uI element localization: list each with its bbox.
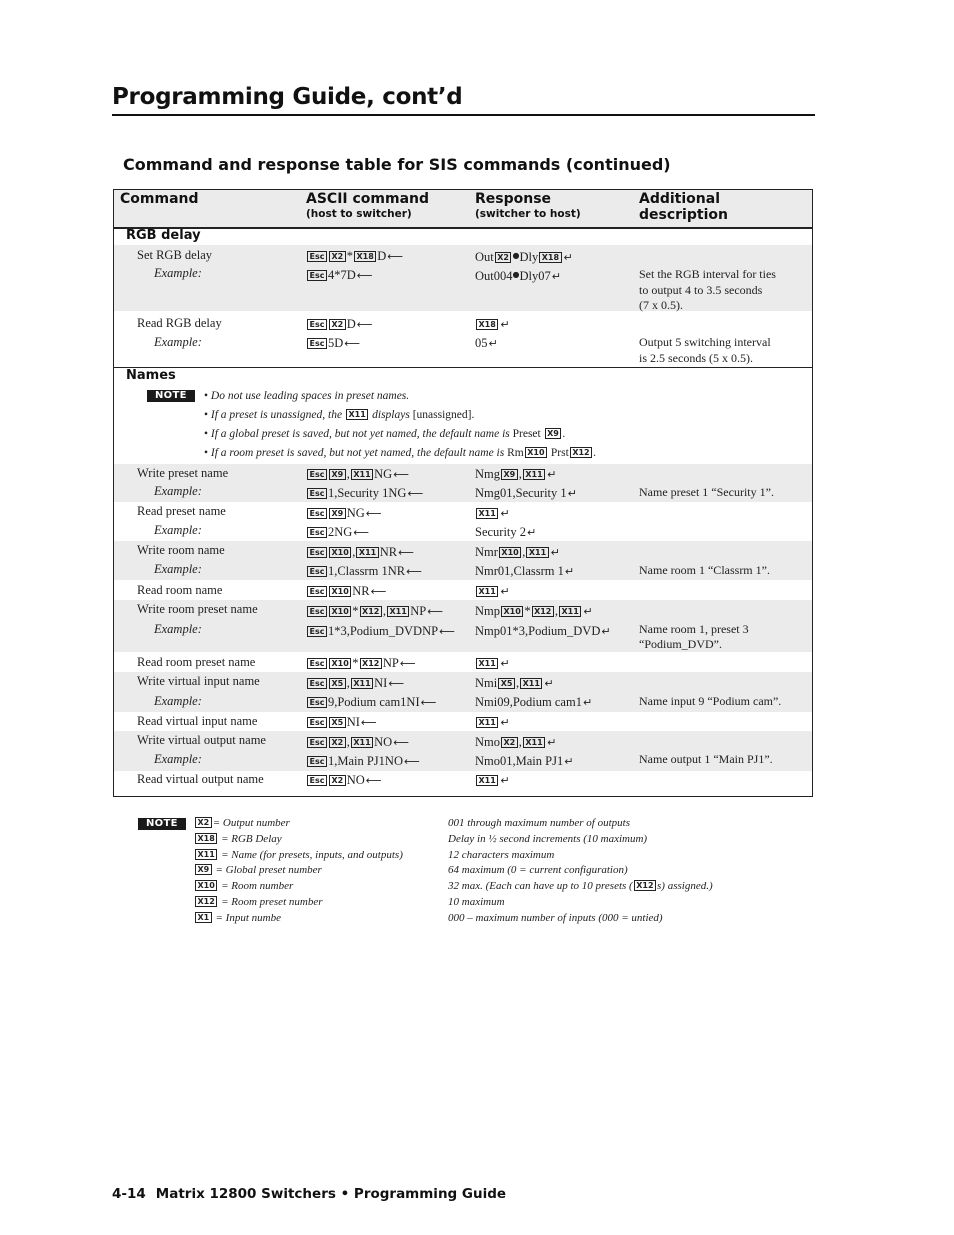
desc-set-rgb-1: Set the RGB interval for ties xyxy=(639,267,776,281)
ascii-write-room-preset: Esc X10 * X12 , X11 NP⟵ xyxy=(306,604,443,619)
ascii-read-vin: Esc X5 NI⟵ xyxy=(306,715,377,730)
resp-write-vin: Nmi X5 , X11 ↵ xyxy=(475,676,554,690)
resp-example-write-preset: Nmg01,Security 1↵ xyxy=(475,486,577,500)
resp-read-room: X11 ↵ xyxy=(475,584,510,599)
resp-write-vout: Nmo X2 , X11 ↵ xyxy=(475,735,557,749)
page-title: Programming Guide, cont’d xyxy=(112,84,463,110)
footnote-value: 12 characters maximum xyxy=(448,849,555,861)
footnote-value: 64 maximum (0 = current configuration) xyxy=(448,864,628,876)
ascii-set-rgb: Esc X2 * X18 D⟵ xyxy=(306,249,403,264)
page-footer xyxy=(112,1186,506,1202)
example-label: Example: xyxy=(154,484,202,498)
footnote-value: 10 maximum xyxy=(448,896,505,908)
resp-example-set-rgb: Out004●Dly07↵ xyxy=(475,269,561,283)
group-rgb-delay: RGB delay xyxy=(126,228,201,243)
ascii-read-preset: Esc X9 NG⟵ xyxy=(306,506,382,521)
group-names: Names xyxy=(126,368,176,383)
resp-example-write-vout: Nmo01,Main PJ1↵ xyxy=(475,754,574,768)
example-label: Example: xyxy=(154,752,202,766)
cmd-name-read-vin: Read virtual input name xyxy=(137,714,258,728)
desc-set-rgb-2: to output 4 to 3.5 seconds xyxy=(639,283,763,297)
ascii-example-read-rgb: Esc 5D⟵ xyxy=(306,336,360,351)
footnote-note-badge: NOTE xyxy=(138,818,186,830)
ascii-read-room: Esc X10 NR⟵ xyxy=(306,584,386,599)
resp-set-rgb: Out X2 ●Dly X18 ↵ xyxy=(475,250,573,264)
example-label: Example: xyxy=(154,335,202,349)
ascii-write-room: Esc X10 , X11 NR⟵ xyxy=(306,545,414,560)
footnote-item: X9 = Global preset number xyxy=(194,864,322,877)
ascii-write-vout: Esc X2 , X11 NO⟵ xyxy=(306,735,409,750)
resp-read-vin: X11 ↵ xyxy=(475,715,510,730)
group-rule xyxy=(114,367,812,368)
desc-write-room-preset-1: Name room 1, preset 3 xyxy=(639,622,749,636)
cmd-name-write-vin: Write virtual input name xyxy=(137,674,260,688)
footnote-item: X11 = Name (for presets, inputs, and outputs) xyxy=(194,849,403,862)
col-header-ascii: ASCII command xyxy=(306,191,430,207)
names-note-2: • If a preset is unassigned, the X11 displays [unassigned]. xyxy=(204,409,475,421)
footnote-value: 32 max. (Each can have up to 10 presets ( X12 s) assigned.) xyxy=(448,880,713,892)
ascii-write-preset: Esc X9 , X11 NG⟵ xyxy=(306,467,409,482)
col-header-command: Command xyxy=(120,191,199,207)
col-header-response-sub: (switcher to host) xyxy=(475,208,581,220)
ascii-example-write-preset: Esc 1,Security 1NG⟵ xyxy=(306,486,423,501)
example-label: Example: xyxy=(154,562,202,576)
footnote-item: X2 = Output number xyxy=(194,817,290,830)
footnote-value: 001 through maximum number of outputs xyxy=(448,817,631,829)
resp-write-room-preset: Nmp X10 * X12 , X11 ↵ xyxy=(475,604,593,618)
resp-example-read-preset: Security 2↵ xyxy=(475,525,537,539)
example-label: Example: xyxy=(154,266,202,280)
resp-write-preset: Nmg X9 , X11 ↵ xyxy=(475,467,557,481)
resp-read-vout: X11 ↵ xyxy=(475,773,510,788)
resp-read-room-preset: X11 ↵ xyxy=(475,656,510,671)
ascii-example-write-vin: Esc 9,Podium cam1NI⟵ xyxy=(306,695,436,710)
footnote-value: Delay in ½ second increments (10 maximum) xyxy=(448,833,648,845)
title-rule xyxy=(112,114,815,116)
header-rule xyxy=(114,227,812,229)
footer-text: Matrix 12800 Switchers • Programming Guide xyxy=(155,1186,507,1202)
col-header-desc-1: Additional xyxy=(639,191,720,207)
note-badge: NOTE xyxy=(147,390,195,402)
cmd-name-read-vout: Read virtual output name xyxy=(137,772,264,786)
names-note-1: • Do not use leading spaces in preset names. xyxy=(204,390,410,402)
cmd-name-read-room: Read room name xyxy=(137,583,223,597)
resp-example-write-room: Nmr01,Classrm 1↵ xyxy=(475,564,575,578)
resp-write-room: Nmr X10 , X11 ↵ xyxy=(475,545,560,559)
ascii-example-set-rgb: Esc 4*7D⟵ xyxy=(306,268,373,283)
desc-read-rgb-2: is 2.5 seconds (5 x 0.5). xyxy=(639,351,753,365)
ascii-example-write-vout: Esc 1,Main PJ1NO⟵ xyxy=(306,754,420,769)
resp-example-read-rgb: 05↵ xyxy=(475,336,498,350)
footnote-value: 000 – maximum number of inputs (000 = untied) xyxy=(448,912,663,924)
example-label: Example: xyxy=(154,622,202,636)
resp-example-write-vin: Nmi09,Podium cam1↵ xyxy=(475,695,593,709)
footnote-item: X18 = RGB Delay xyxy=(194,833,282,846)
ascii-read-room-preset: Esc X10 * X12 NP⟵ xyxy=(306,656,416,671)
footnote-item: X1 = Input numbe xyxy=(194,912,281,925)
example-label: Example: xyxy=(154,523,202,537)
desc-write-vin: Name input 9 “Podium cam”. xyxy=(639,694,782,708)
col-header-response: Response xyxy=(475,191,552,207)
ascii-example-read-preset: Esc 2NG⟵ xyxy=(306,525,369,540)
cmd-name-read-rgb: Read RGB delay xyxy=(137,316,222,330)
cmd-name-set-rgb: Set RGB delay xyxy=(137,248,212,262)
cmd-name-write-room: Write room name xyxy=(137,543,225,557)
cmd-name-write-vout: Write virtual output name xyxy=(137,733,266,747)
ascii-read-rgb: Esc X2 D⟵ xyxy=(306,317,373,332)
names-note-4: • If a room preset is saved, but not yet named, the default name is Rm X10 Prst X12 . xyxy=(204,447,596,459)
col-header-ascii-sub: (host to switcher) xyxy=(306,208,412,220)
ascii-example-write-room: Esc 1,Classrm 1NR⟵ xyxy=(306,564,422,579)
command-table xyxy=(113,189,813,797)
desc-write-room-preset-2: “Podium_DVD”. xyxy=(639,637,722,651)
resp-example-write-room-preset: Nmp01*3,Podium_DVD↵ xyxy=(475,624,611,638)
ascii-read-vout: Esc X2 NO⟵ xyxy=(306,773,382,788)
desc-read-rgb-1: Output 5 switching interval xyxy=(639,335,771,349)
ascii-write-vin: Esc X5 , X11 NI⟵ xyxy=(306,676,404,691)
section-heading: Command and response table for SIS commands (continued) xyxy=(123,155,671,174)
footnote-item: X12 = Room preset number xyxy=(194,896,322,909)
ascii-example-write-room-preset: Esc 1*3,Podium_DVDNP⟵ xyxy=(306,624,455,639)
resp-read-preset: X11 ↵ xyxy=(475,506,510,521)
example-label: Example: xyxy=(154,694,202,708)
cmd-name-read-room-preset: Read room preset name xyxy=(137,655,256,669)
desc-set-rgb-3: (7 x 0.5). xyxy=(639,298,683,312)
footnote-item: X10 = Room number xyxy=(194,880,293,893)
desc-write-vout: Name output 1 “Main PJ1”. xyxy=(639,752,773,766)
names-note-3: • If a global preset is saved, but not yet named, the default name is Preset X9 . xyxy=(204,428,566,440)
cmd-name-write-room-preset: Write room preset name xyxy=(137,602,258,616)
col-header-desc-2: description xyxy=(639,207,728,223)
desc-write-room: Name room 1 “Classrm 1”. xyxy=(639,563,770,577)
page-number: 4-14 xyxy=(112,1186,146,1202)
cmd-name-read-preset: Read preset name xyxy=(137,504,226,518)
desc-write-preset: Name preset 1 “Security 1”. xyxy=(639,485,774,499)
cmd-name-write-preset: Write preset name xyxy=(137,466,229,480)
resp-read-rgb: X18 ↵ xyxy=(475,317,510,332)
